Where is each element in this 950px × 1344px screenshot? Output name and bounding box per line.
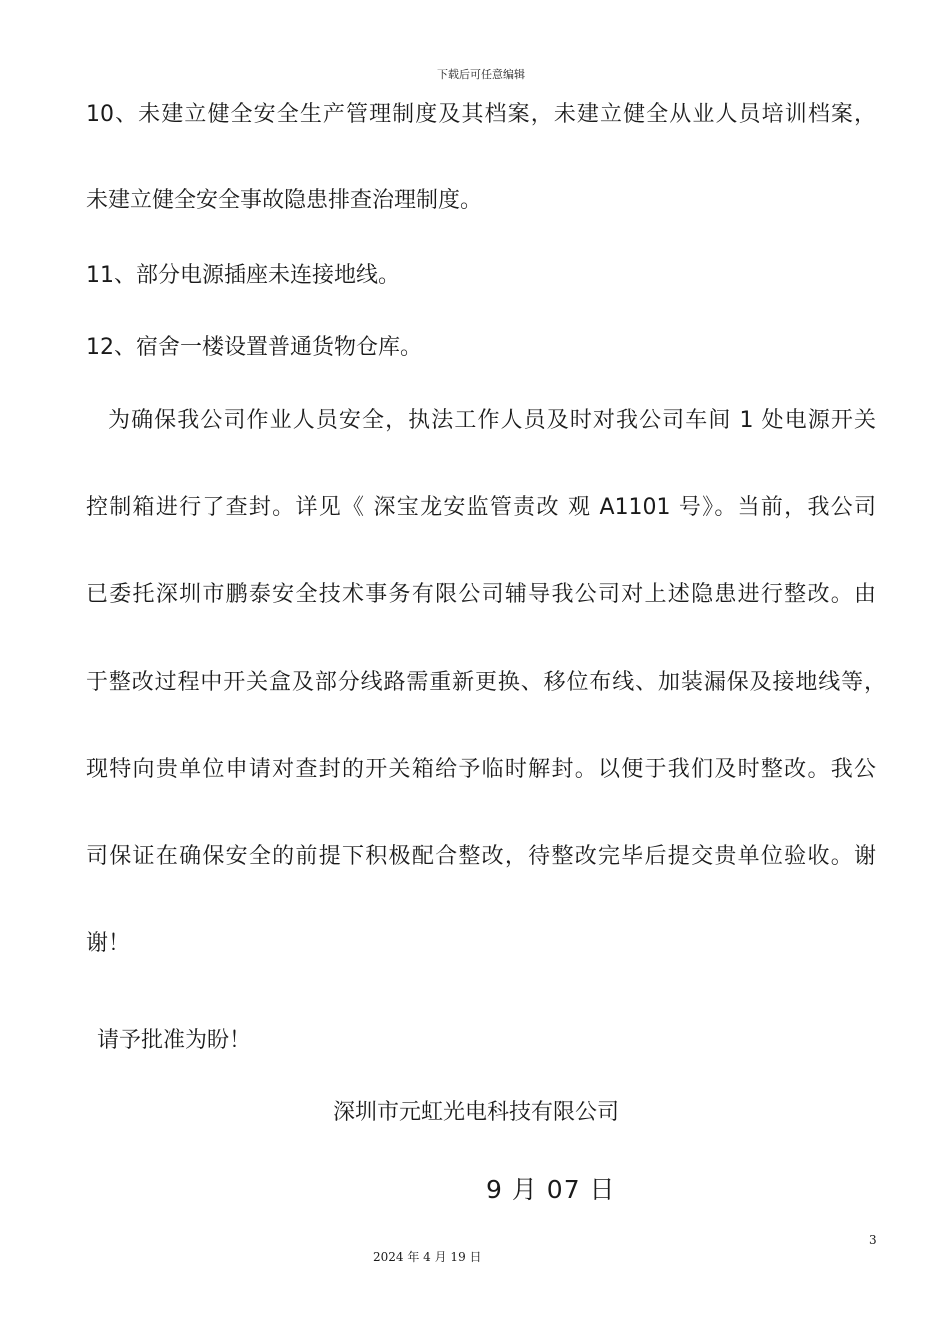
paragraph-line-5: 现特向贵单位申请对查封的开关箱给予临时解封。以便于我们及时整改。我公 — [86, 757, 876, 782]
footer-date: 2024 年 4 月 19 日 — [373, 1250, 482, 1264]
page-header-note: 下载后可任意编辑 — [437, 68, 525, 81]
request-line: 请予批准为盼！ — [97, 1028, 252, 1053]
paragraph-line-2: 控制箱进行了查封。详见《 深宝龙安监管责改 观 A1101 号》。当前，我公司 — [86, 495, 876, 520]
company-signature: 深圳市元虹光电科技有限公司 — [333, 1100, 620, 1125]
paragraph-line-7: 谢！ — [86, 931, 131, 956]
paragraph-line-6: 司保证在确保安全的前提下积极配合整改，待整改完毕后提交贵单位验收。谢 — [86, 844, 876, 869]
paragraph-line-1: 为确保我公司作业人员安全，执法工作人员及时对我公司车间 1 处电源开关 — [108, 408, 876, 433]
page-number: 3 — [869, 1233, 877, 1247]
text-line-item-11: 11、部分电源插座未连接地线。 — [86, 263, 400, 288]
paragraph-line-3: 已委托深圳市鹏泰安全技术事务有限公司辅导我公司对上述隐患进行整改。由 — [86, 582, 876, 607]
signature-date: 9 月 07 日 — [486, 1175, 616, 1204]
text-line-item-10a: 10、未建立健全安全生产管理制度及其档案，未建立健全从业人员培训档案， — [86, 102, 876, 127]
text-line-item-10b: 未建立健全安全事故隐患排查治理制度。 — [86, 188, 483, 213]
paragraph-line-4: 于整改过程中开关盒及部分线路需重新更换、移位布线、加装漏保及接地线等， — [86, 670, 886, 695]
text-line-item-12: 12、宿舍一楼设置普通货物仓库。 — [86, 335, 422, 360]
